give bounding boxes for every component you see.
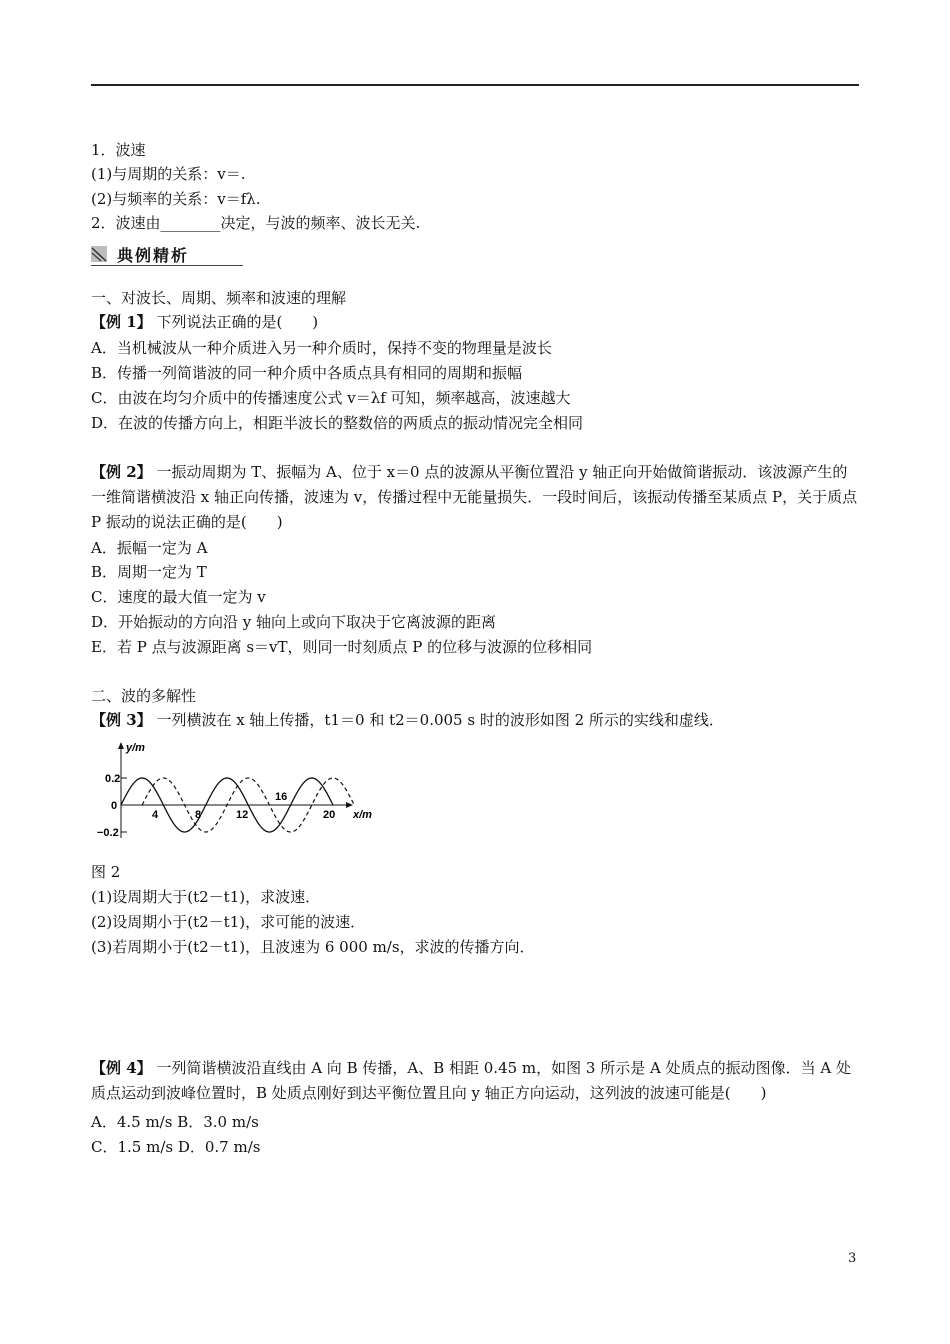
x-tick-16: 16 [275,791,288,803]
example2-option-c: C．速度的最大值一定为 v [91,588,266,606]
example2-tag: 【例 2】 [91,463,152,481]
example1-option-c: C．由波在均匀介质中的传播速度公式 v＝λf 可知，频率越高，波速越大 [91,389,571,407]
x-axis-arrow-icon [346,802,353,808]
wave-figure [91,738,381,848]
x-tick-8: 8 [195,809,202,821]
origin-label: 0 [111,800,118,812]
example3-question: 一列横波在 x 轴上传播，t1＝0 和 t2＝0.005 s 时的波形如图 2 所示的实线和虚线． [151,711,724,729]
example4-options-ab: A．4.5 m/s B．3.0 m/s [91,1113,259,1131]
example1-tag: 【例 1】 [91,313,152,331]
section-underline [91,265,243,266]
example4-stem [91,1056,861,1106]
example1-stem [91,312,318,332]
x-tick-12: 12 [236,809,249,821]
x-tick-4: 4 [152,809,159,821]
section-title: 典例精析 [117,246,190,265]
concept-heading: 1．波速 [91,141,146,159]
y-axis-arrow-icon [118,742,124,749]
y-label-neg: −0.2 [97,827,119,839]
example1-question: 下列说法正确的是( ) [151,313,319,331]
example3-stem [91,710,724,730]
example1-option-d: D．在波的传播方向上，相距半波长的整数倍的两质点的振动情况完全相同 [91,414,584,432]
example2-question: 一振动周期为 T、振幅为 A、位于 x＝0 点的波源从平衡位置沿 y 轴正向开始做简谐振动．该波源产生的一维简谐横波沿 x 轴正向传播，波速为 v，传播过程中无能量损失．一段时间后，该振动传播至某质点 P，关于质点 P 振动的说法正确的是( ) [91,463,858,531]
x-tick-20: 20 [323,809,336,821]
example2-option-a: A．振幅一定为 A [91,539,208,557]
section-mark-icon [91,246,107,262]
example4-question: 一列简谐横波沿直线由 A 向 B 传播，A、B 相距 0.45 m，如图 3 所示是 A 处质点的振动图像．当 A 处质点运动到波峰位置时，B 处质点刚好到达平衡位置且向 y 轴正方向运动，这列波的波速可能是( ) [91,1059,851,1102]
example1-option-a: A．当机械波从一种介质进入另一种介质时，保持不变的物理量是波长 [91,339,552,357]
y-axis-label: y/m [126,742,145,754]
example2-option-d: D．开始振动的方向沿 y 轴向上或向下取决于它离波源的距离 [91,613,497,631]
part1-title: 一、对波长、周期、频率和波速的理解 [91,289,347,307]
example2-option-e: E．若 P 点与波源距离 s＝vT，则同一时刻质点 P 的位移与波源的位移相同 [91,638,593,656]
example2-stem [91,460,861,535]
concept-speed-determinant: 2．波速由________决定，与波的频率、波长无关. [91,214,421,232]
example3-q2: (2)设周期小于(t2－t1)，求可能的波速． [91,913,366,931]
concept-frequency-relation: (2)与频率的关系：v＝fλ. [91,190,261,208]
y-label-pos: 0.2 [105,773,121,785]
example1-option-b: B．传播一列简谐波的同一种介质中各质点具有相同的周期和振幅 [91,364,523,382]
part2-title: 二、波的多解性 [91,687,197,705]
page-number: 3 [848,1251,857,1266]
example3-q3: (3)若周期小于(t2－t1)，且波速为 6 000 m/s，求波的传播方向． [91,938,535,956]
example2-option-b: B．周期一定为 T [91,563,207,581]
concept-period-relation: (1)与周期的关系：v＝. [91,165,246,183]
x-axis-label: x/m [353,809,372,821]
example3-q1: (1)设周期大于(t2－t1)，求波速． [91,888,321,906]
example4-options-cd: C．1.5 m/s D．0.7 m/s [91,1138,261,1156]
figure-caption: 图 2 [91,863,121,881]
example4-tag: 【例 4】 [91,1059,152,1077]
example3-tag: 【例 3】 [91,711,152,729]
section-header [91,242,243,266]
header-rule [91,84,859,86]
